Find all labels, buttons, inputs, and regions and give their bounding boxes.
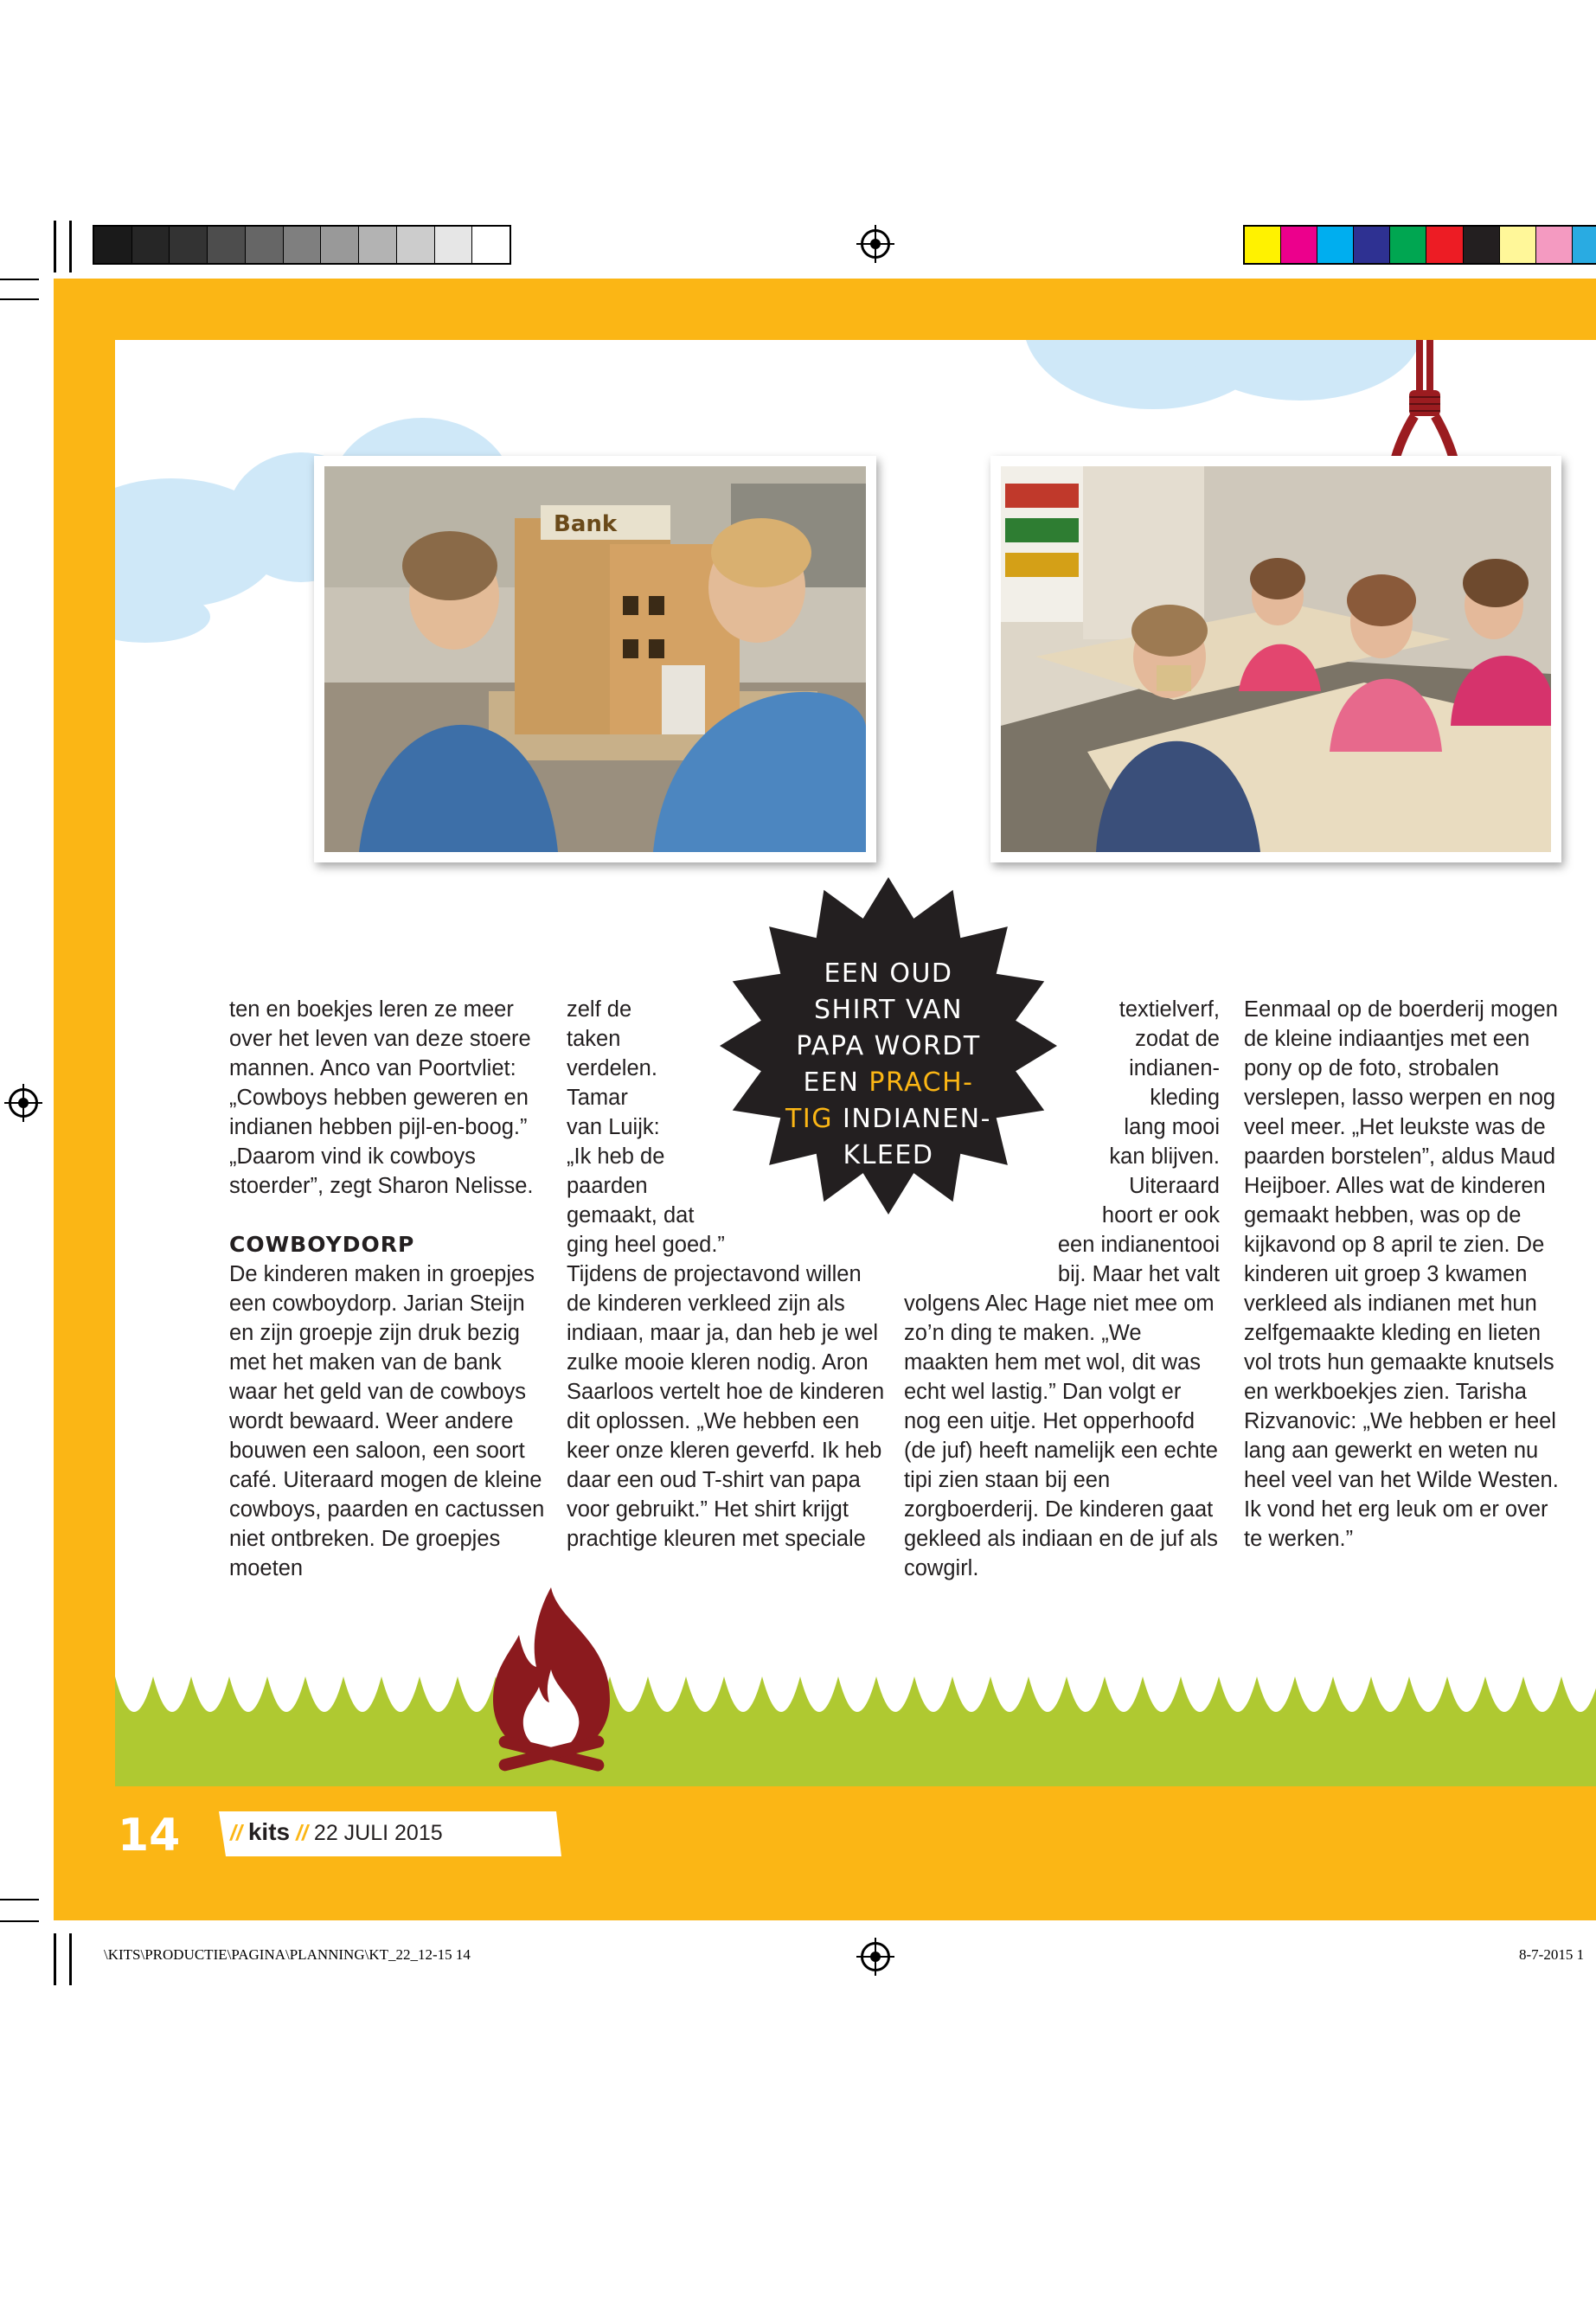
page-number: 14 xyxy=(118,1810,181,1862)
gray-calibration-bar xyxy=(93,225,511,265)
pull-quote-text: INDIANEN- xyxy=(832,1104,991,1134)
crop-mark xyxy=(0,279,39,280)
article-paragraph: volgens Alec Hage niet mee om zo’n ding te maken. „We maakten hem met wol, dit was echt wel lastig.” Dan volgt er nog een uitje. Het opperhoofd (de juf) heeft namelijk een echte tipi zien staan bij een zorgboerderij. De kinderen gaat gekleed als indiaan en de juf als cowgirl. xyxy=(904,1292,1218,1580)
article-paragraph: Eenmaal op de boerderij mogen de kleine indiaantjes met een pony op de foto, strobalen verslepen, lasso werpen en nog veel meer. „Het leukste was de paarden borstelen”, aldus Maud Heijboer. Alles wat de kinderen gemaakt hebben, was op de kijkavond op 8 april te zien. De kinderen uit groep 3 kwamen verkleed als indianen met hun zelfgemaakte kleding en lieten vol trots hun gemaakte knutsels en werkboekjes zien. Tarisha Rizvanovic: „We hebben er heel lang aan gewerkt en weten nu heel veel van het Wilde Westen. Ik vond het erg leuk om er over te werken.” xyxy=(1244,997,1559,1551)
grass-scallop-edge xyxy=(115,1670,1596,1730)
article-line: textielverf, xyxy=(1118,997,1220,1022)
article-line: taken xyxy=(567,1027,621,1051)
crop-mark xyxy=(69,1933,72,1985)
color-swatch xyxy=(359,227,397,263)
footer-info xyxy=(230,1818,443,1846)
footer-separator: // xyxy=(230,1821,242,1845)
article-line: gemaakt, dat xyxy=(567,1203,695,1227)
registration-mark-icon xyxy=(861,1942,890,1971)
article-line: Uiteraard xyxy=(1129,1174,1220,1198)
issue-date: 22 JULI 2015 xyxy=(313,1821,443,1845)
crop-mark xyxy=(69,221,72,272)
color-swatch xyxy=(208,227,246,263)
article-line: van Luijk: xyxy=(567,1115,660,1139)
article-line: hoort er ook xyxy=(1101,1203,1220,1227)
article-column-1 xyxy=(229,995,545,1583)
color-swatch xyxy=(246,227,284,263)
color-swatch xyxy=(284,227,322,263)
pull-quote-line xyxy=(753,1065,1024,1101)
classroom-photo-right xyxy=(1001,466,1551,852)
photo-building-cowboy-bank xyxy=(314,456,876,862)
crop-mark xyxy=(0,1920,39,1922)
article-line: „Ik heb de xyxy=(567,1144,665,1169)
pull-quote-line: KLEED xyxy=(843,1140,934,1170)
pull-quote-line: EEN OUD xyxy=(824,958,953,989)
article-line: zodat de xyxy=(1135,1027,1220,1051)
footer-separator: // xyxy=(296,1821,308,1845)
color-swatch xyxy=(321,227,359,263)
color-swatch xyxy=(132,227,170,263)
article-line: zelf de xyxy=(567,997,632,1022)
color-swatch xyxy=(1536,227,1573,263)
article-line: ging heel goed.” xyxy=(567,1233,725,1257)
article-line: kleding xyxy=(1150,1086,1220,1110)
color-swatch xyxy=(1245,227,1281,263)
bank-sign-text: Bank xyxy=(554,511,618,537)
pull-quote-highlight: PRACH- xyxy=(869,1067,974,1098)
article-line: paarden xyxy=(567,1174,648,1198)
article-line: Tamar xyxy=(567,1086,628,1110)
grass-strip xyxy=(115,1721,1596,1786)
registration-mark-icon xyxy=(861,229,890,259)
color-calibration-bar xyxy=(1243,225,1596,265)
color-swatch xyxy=(472,227,510,263)
color-swatch xyxy=(94,227,132,263)
article-paragraph: De kinderen maken in groepjes een cowboydorp. Jarian Steijn en zijn groepje zijn druk bezig met het maken van de bank waar het geld van de cowboys wordt bewaard. Weer andere bouwen een saloon, een soort café. Uiteraard mogen de kleine cowboys, paarden en cactussen niet ontbreken. De groepjes moeten xyxy=(229,1262,545,1580)
article-paragraph: ten en boekjes leren ze meer over het leven van deze stoere mannen. Anco van Poortvliet: „Cowboys hebben geweren en indianen hebben pijl-en-boog.” „Daarom vind ik cowboys stoerder”, zegt Sharon Nelisse. xyxy=(229,997,534,1198)
crop-mark xyxy=(54,1933,56,1985)
color-swatch xyxy=(1317,227,1354,263)
crop-mark xyxy=(54,221,56,272)
pull-quote-text: EEN xyxy=(803,1067,869,1098)
pull-quote-highlight: TIG xyxy=(785,1104,833,1134)
color-swatch xyxy=(1281,227,1317,263)
photo-children-pan-flute xyxy=(990,456,1561,862)
registration-mark-icon xyxy=(9,1088,38,1118)
pull-quote-line xyxy=(753,1101,1024,1138)
color-swatch xyxy=(397,227,435,263)
scallop-path xyxy=(115,1676,1596,1730)
article-line: een indianentooi xyxy=(1057,1233,1220,1257)
color-swatch xyxy=(435,227,473,263)
crop-mark xyxy=(0,1899,39,1900)
article-line: kan blijven. xyxy=(1109,1144,1220,1169)
color-swatch xyxy=(1464,227,1500,263)
print-slug-left: \KITS\PRODUCTIE\PAGINA\PLANNING\KT_22_12-15 14 xyxy=(104,1946,471,1963)
pull-quote-line: SHIRT VAN xyxy=(813,995,964,1025)
brand-name: kits xyxy=(247,1818,291,1845)
color-swatch xyxy=(1500,227,1536,263)
article-line: indianen- xyxy=(1129,1056,1220,1080)
classroom-photo-left xyxy=(324,466,866,852)
article-line: verdelen. xyxy=(567,1056,657,1080)
crop-mark xyxy=(0,298,39,300)
campfire-icon xyxy=(489,1587,614,1778)
article-line: lang mooi xyxy=(1124,1115,1220,1139)
color-swatch xyxy=(1573,227,1596,263)
pull-quote-line: PAPA WORDT xyxy=(796,1031,981,1061)
color-swatch xyxy=(1354,227,1390,263)
color-swatch xyxy=(170,227,208,263)
article-column-4 xyxy=(1244,995,1564,1554)
color-swatch xyxy=(1426,227,1463,263)
print-slug-right: 8-7-2015 1 xyxy=(1519,1946,1585,1963)
pull-quote xyxy=(753,956,1024,1174)
section-heading: COWBOYDORP xyxy=(229,1232,415,1257)
color-swatch xyxy=(1390,227,1426,263)
article-line: bij. Maar het valt xyxy=(1057,1262,1220,1286)
article-paragraph: Tijdens de projectavond willen de kinderen verkleed zijn als indiaan, maar ja, dan heb je wel zulke mooie kleren nodig. Aron Saarloos vertelt hoe de kinderen dit oplossen. „We hebben een keer onze kleren geverfd. Ik heb daar een oud T-shirt van papa voor gebruikt.” Het shirt krijgt prachtige kleuren met speciale xyxy=(567,1262,885,1551)
